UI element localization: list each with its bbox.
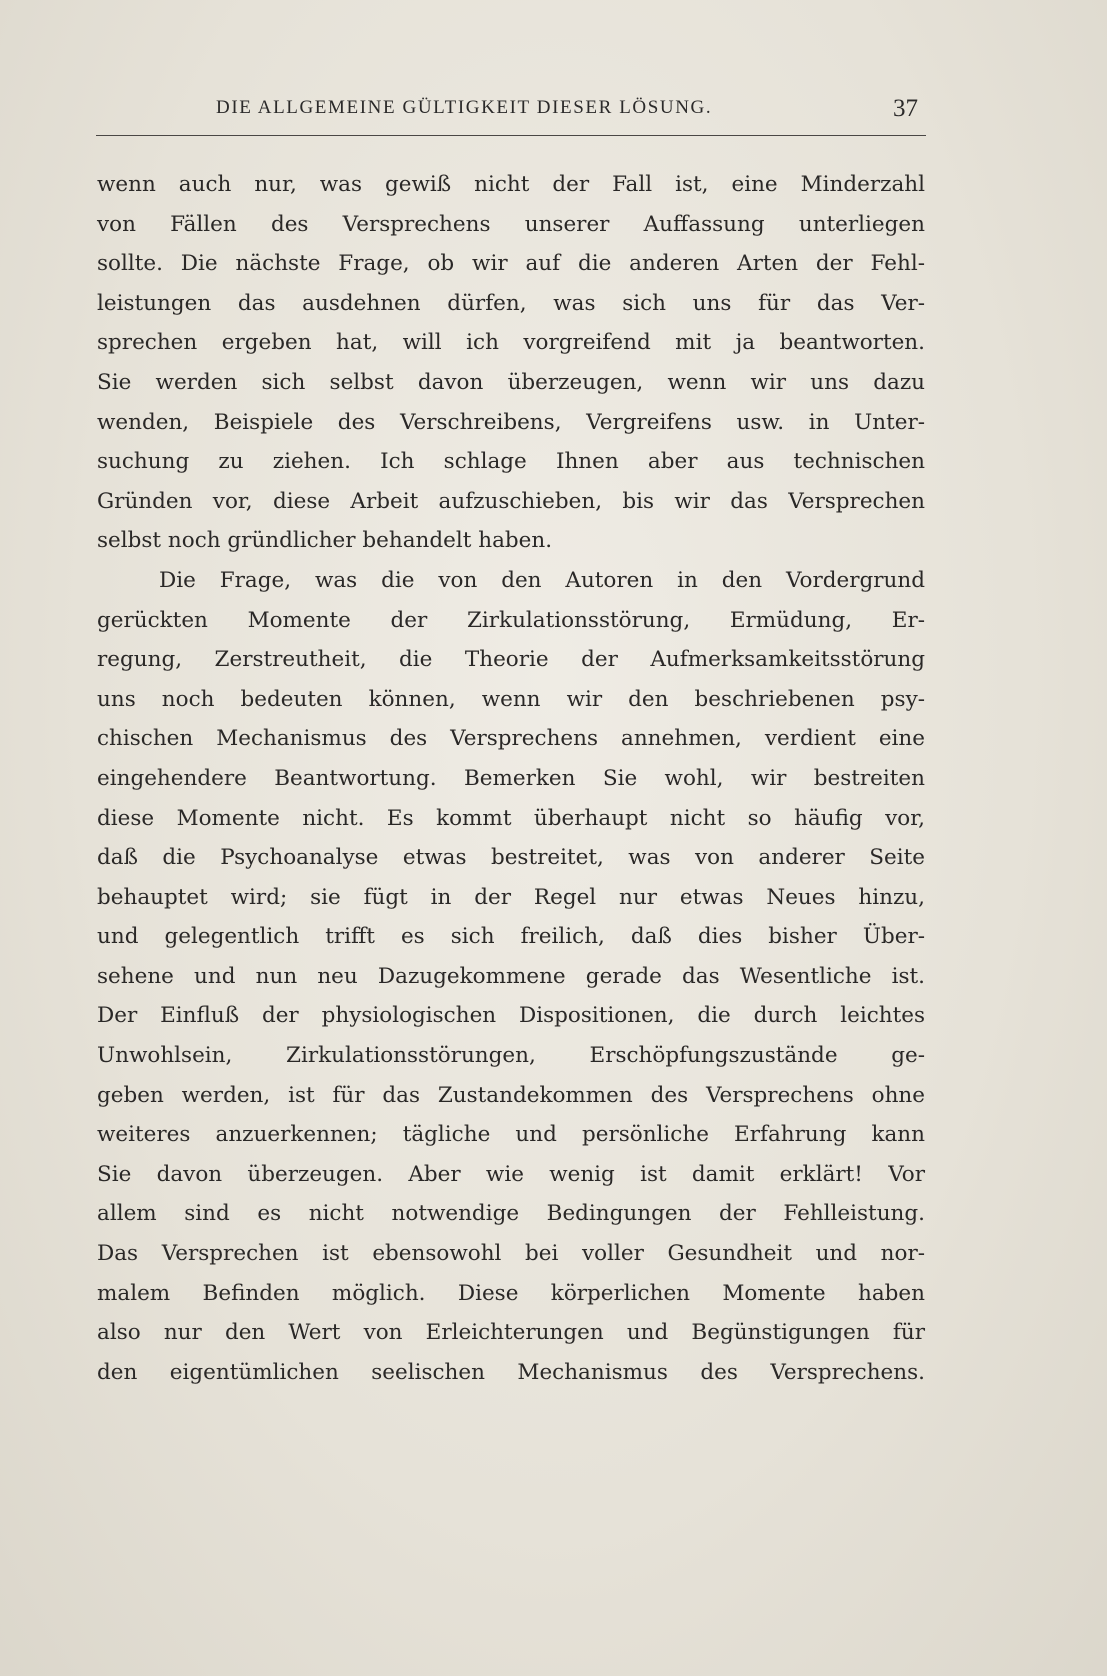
text-line: geben werden, ist für das Zustandekommen des Versprechens ohne [97, 1082, 925, 1108]
text-line: Der Einfluß der physiologischen Dispositionen, die durch leichtes [97, 1003, 925, 1029]
text-line: regung, Zerstreutheit, die Theorie der Aufmerksamkeitsstörung [97, 647, 925, 673]
running-title: DIE ALLGEMEINE GÜLTIGKEIT DIESER LÖSUNG. [216, 97, 713, 118]
text-line: sprechen ergeben hat, will ich vorgreifend mit ja beantworten. [97, 330, 925, 356]
text-line: und gelegentlich trifft es sich freilich, daß dies bisher Über- [97, 924, 925, 950]
text-line: allem sind es nicht notwendige Bedingungen der Fehlleistung. [97, 1201, 925, 1227]
text-line: diese Momente nicht. Es kommt überhaupt nicht so häufig vor, [97, 805, 925, 831]
text-line: wenden, Beispiele des Verschreibens, Vergreifens usw. in Unter- [97, 409, 925, 435]
body-text [97, 165, 925, 1392]
text-line: Gründen vor, diese Arbeit aufzuschieben, bis wir das Versprechen [97, 488, 925, 514]
text-line: suchung zu ziehen. Ich schlage Ihnen aber aus technischen [97, 449, 925, 475]
text-line: sollte. Die nächste Frage, ob wir auf die anderen Arten der Fehl- [97, 251, 925, 277]
text-line: gerückten Momente der Zirkulationsstörung, Ermüdung, Er- [97, 607, 925, 633]
page-number: 37 [893, 95, 918, 122]
text-line: weiteres anzuerkennen; tägliche und persönliche Erfahrung kann [97, 1122, 925, 1148]
text-line: malem Befinden möglich. Diese körperlichen Momente haben [97, 1280, 925, 1306]
running-head [96, 95, 926, 136]
text-line: leistungen das ausdehnen dürfen, was sich uns für das Ver- [97, 290, 925, 316]
text-line: Unwohlsein, Zirkulationsstörungen, Erschöpfungszustände ge- [97, 1043, 925, 1069]
text-line: den eigentümlichen seelischen Mechanismus des Versprechens. [97, 1359, 925, 1385]
text-line: daß die Psychoanalyse etwas bestreitet, was von anderer Seite [97, 845, 925, 871]
text-line: wenn auch nur, was gewiß nicht der Fall ist, eine Minderzahl [97, 172, 925, 197]
text-line: chischen Mechanismus des Versprechens annehmen, verdient eine [97, 726, 925, 752]
text-line: Die Frage, was die von den Autoren in den Vordergrund [159, 567, 925, 593]
text-line: sehene und nun neu Dazugekommene gerade das Wesentliche ist. [97, 963, 925, 989]
text-line: eingehendere Beantwortung. Bemerken Sie wohl, wir bestreiten [97, 765, 925, 791]
text-line: behauptet wird; sie fügt in der Regel nur etwas Neues hinzu, [97, 884, 925, 910]
text-line: Sie davon überzeugen. Aber wie wenig ist damit erklärt! Vor [97, 1161, 925, 1187]
text-line: Das Versprechen ist ebensowohl bei voller Gesundheit und nor- [97, 1241, 925, 1267]
text-line: Sie werden sich selbst davon überzeugen, wenn wir uns dazu [97, 369, 925, 395]
text-line: uns noch bedeuten können, wenn wir den beschriebenen psy- [97, 686, 925, 712]
text-line: von Fällen des Versprechens unserer Auffassung unterliegen [97, 211, 925, 237]
text-line: selbst noch gründlicher behandelt haben. [97, 528, 553, 554]
text-line: also nur den Wert von Erleichterungen und Begünstigungen für [97, 1320, 925, 1346]
